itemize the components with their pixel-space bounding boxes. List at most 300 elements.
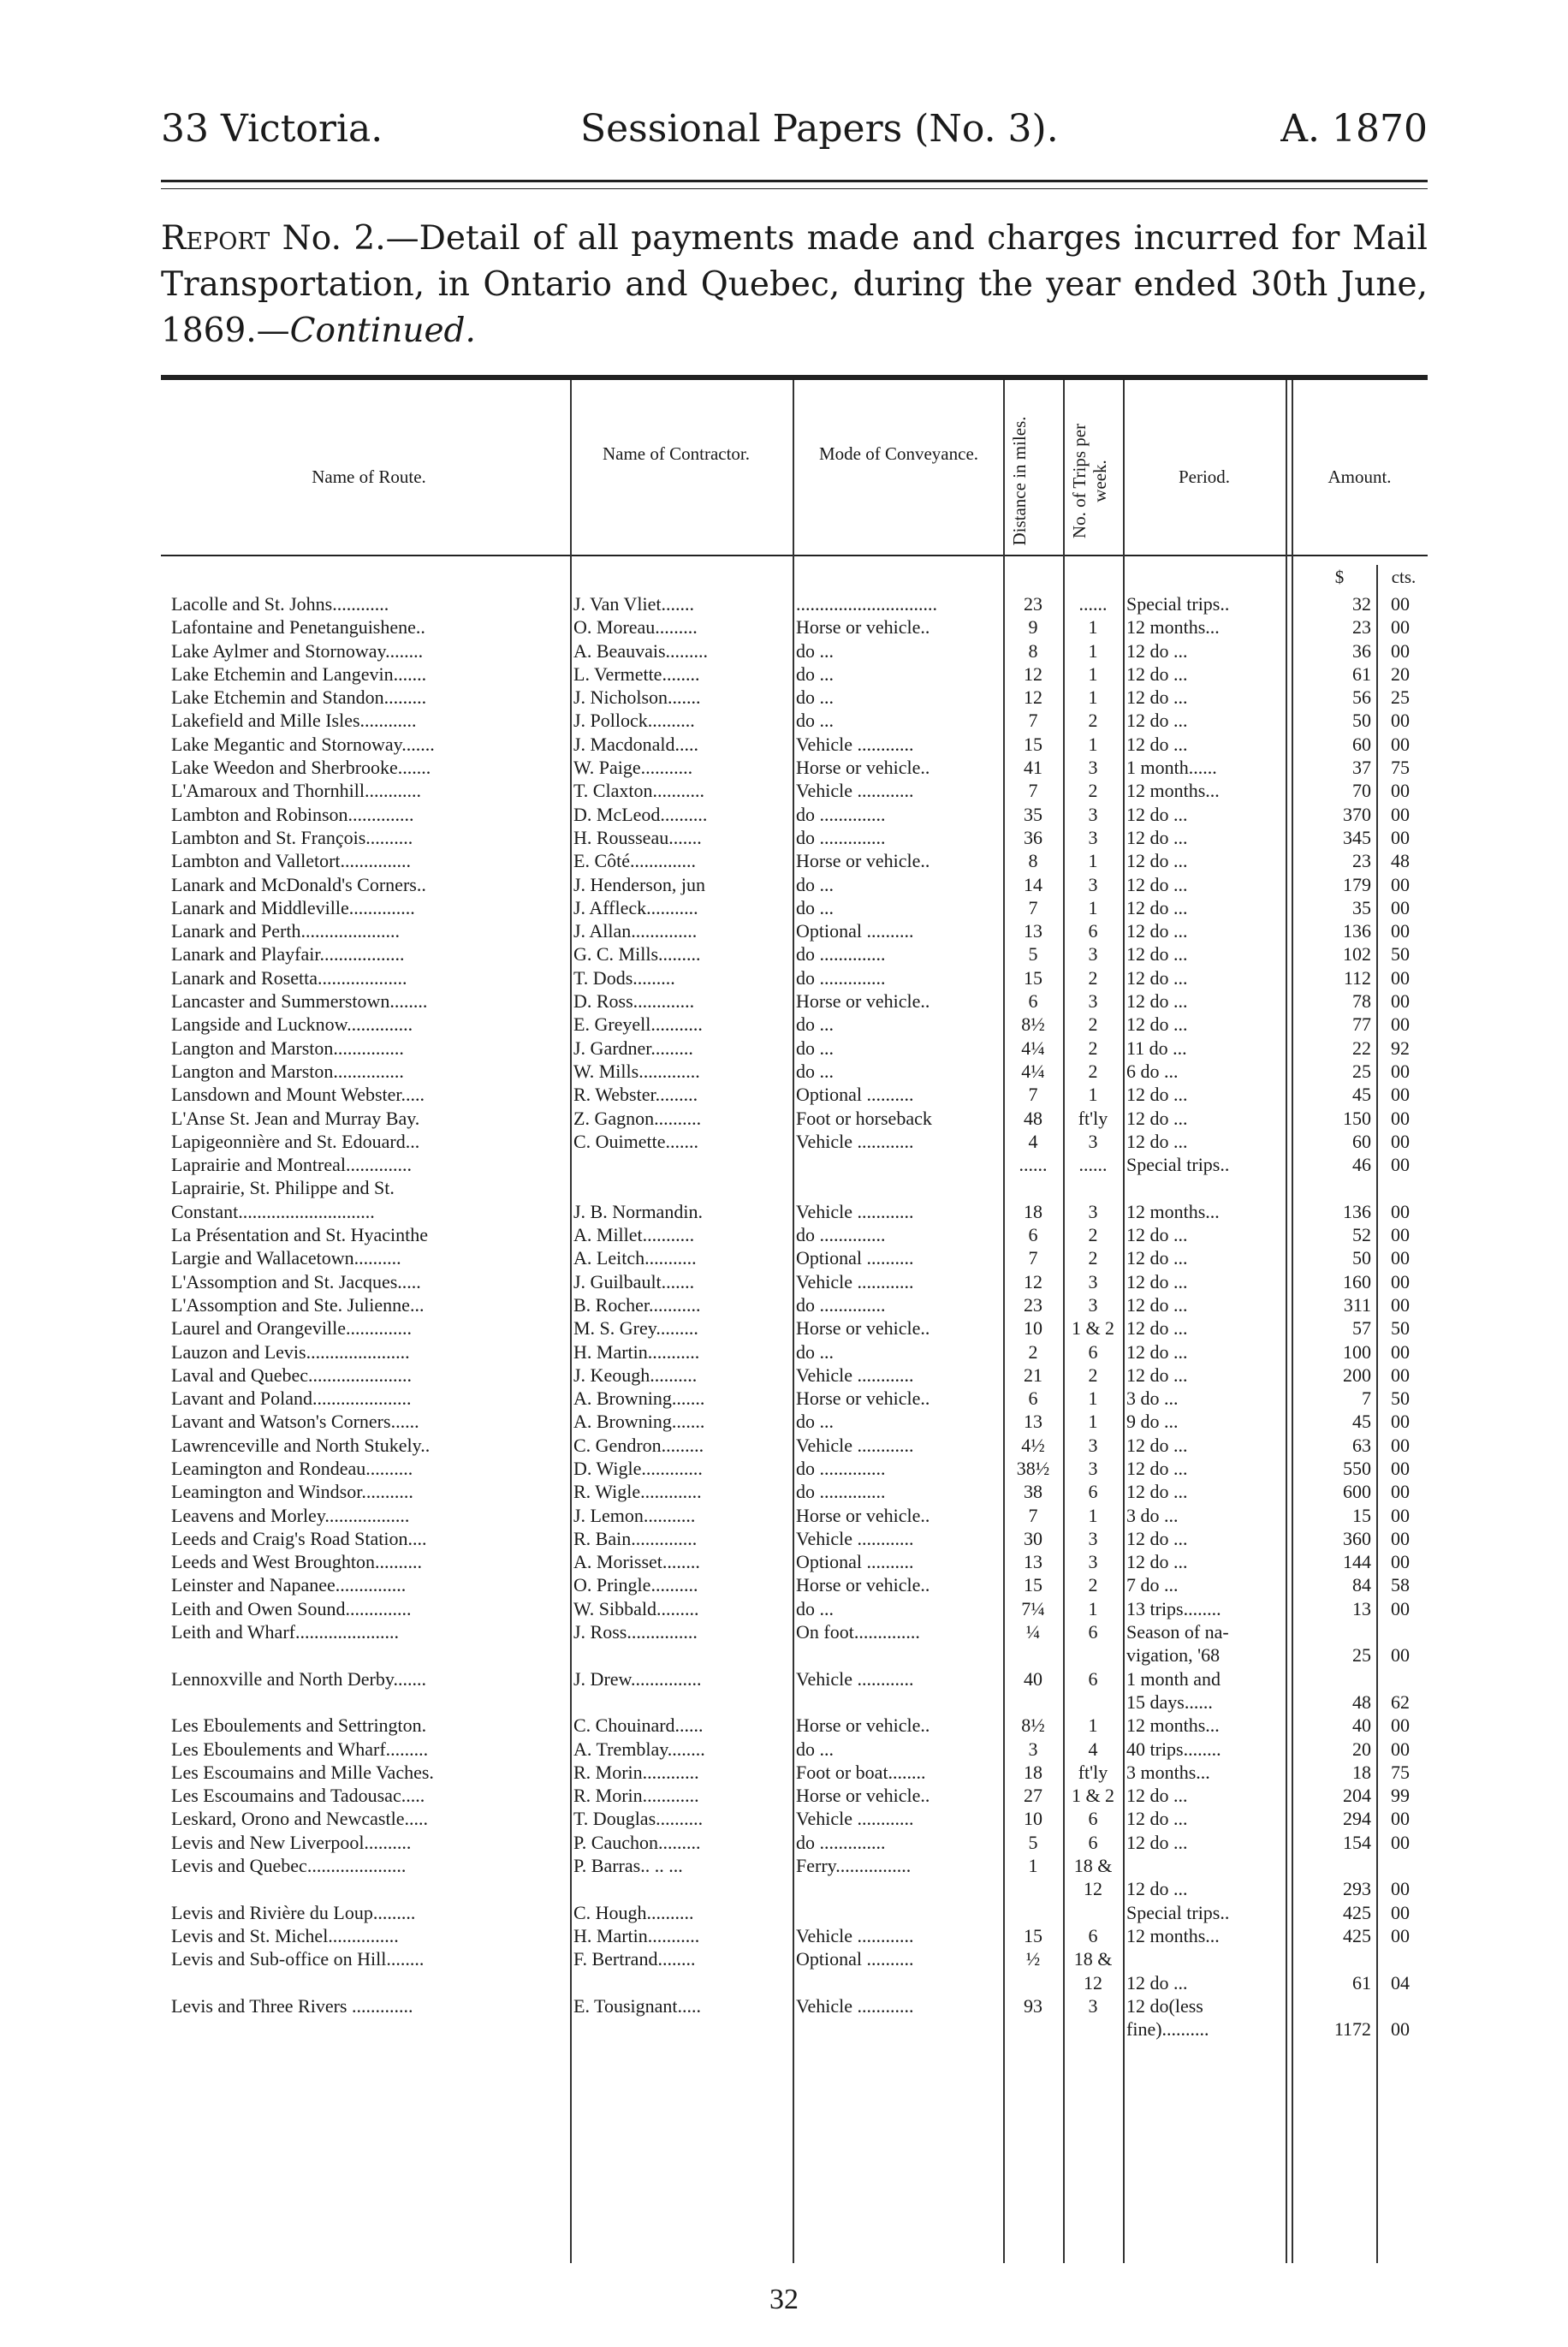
cell-mode xyxy=(793,1971,1003,1994)
cell-dollars: 32 xyxy=(1352,593,1371,615)
cell-cents: 75 xyxy=(1391,1761,1410,1783)
cell-mode: Vehicle ............ xyxy=(796,1924,914,1946)
cell-route: Leskard, Orono and Newcastle..... xyxy=(171,1808,428,1830)
cell-route: Laprairie, St. Philippe and St. xyxy=(171,1177,395,1199)
cell-cents: 00 xyxy=(1391,1738,1410,1760)
cell-distance: 7 xyxy=(1028,1247,1038,1269)
cell-trips: 3 xyxy=(1088,1200,1098,1222)
cell-mode: Optional .......... xyxy=(796,1948,914,1970)
cell-trips: 6 xyxy=(1088,920,1098,942)
cell-mode: do ... xyxy=(796,686,834,709)
cell-contractor: A. Beauvais......... xyxy=(573,639,709,662)
cell-trips: ...... xyxy=(1078,1154,1108,1176)
table-row xyxy=(168,1340,1426,1364)
report-label: Report xyxy=(161,219,270,258)
cell-trips: 1 xyxy=(1088,663,1098,685)
cell-distance xyxy=(1003,1901,1063,1924)
cell-trips: ft'ly xyxy=(1078,1761,1108,1783)
cell-contractor: A. Morisset........ xyxy=(573,1551,700,1573)
cell-contractor: W. Mills............. xyxy=(573,1060,700,1082)
cell-mode: do ... xyxy=(796,1037,834,1059)
cell-period: 12 do ... xyxy=(1126,1247,1188,1269)
cell-dollars: 154 xyxy=(1343,1831,1371,1853)
cell-route: Laurel and Orangeville.............. xyxy=(171,1317,413,1340)
cell-dollars: 61 xyxy=(1352,663,1371,685)
cell-dollars: 37 xyxy=(1352,757,1371,779)
cell-distance: 15 xyxy=(1024,966,1042,989)
cell-route: Lansdown and Mount Webster..... xyxy=(171,1084,425,1106)
cell-trips: 3 xyxy=(1088,1130,1098,1152)
table-row xyxy=(168,1901,1426,1924)
cell-cents: 00 xyxy=(1391,1597,1410,1619)
cell-contractor: J. Nicholson....... xyxy=(573,686,701,709)
cell-route: Lake Megantic and Stornoway....... xyxy=(171,733,435,755)
cell-period: 12 do ... xyxy=(1126,1434,1188,1456)
cell-cents: 00 xyxy=(1391,733,1410,755)
cell-contractor xyxy=(570,1971,793,1994)
cell-dollars: 311 xyxy=(1343,1293,1371,1316)
cell-cents: 00 xyxy=(1391,639,1410,662)
cell-trips: 1 xyxy=(1088,1387,1098,1410)
cell-contractor xyxy=(570,2017,793,2041)
cell-trips: 6 xyxy=(1088,1808,1098,1830)
cell-trips: 1 xyxy=(1088,1411,1098,1433)
cell-distance: 93 xyxy=(1024,1994,1042,2017)
cell-cents xyxy=(1375,1620,1426,1643)
cell-distance: 4 xyxy=(1028,1130,1038,1152)
cell-period: 12 do ... xyxy=(1126,1270,1188,1292)
cell-dollars: 50 xyxy=(1352,1247,1371,1269)
cell-distance: 7 xyxy=(1028,1084,1038,1106)
table-row xyxy=(168,1738,1426,1761)
cell-route: Lawrenceville and North Stukely.. xyxy=(171,1434,431,1456)
cell-contractor: R. Webster......... xyxy=(573,1084,698,1106)
cell-cents xyxy=(1375,1667,1426,1690)
cell-mode: Horse or vehicle.. xyxy=(796,1574,930,1596)
cell-mode: Horse or vehicle.. xyxy=(796,616,930,639)
cell-period: 12 do ... xyxy=(1126,920,1188,942)
cell-contractor xyxy=(570,1690,793,1714)
cell-dollars: 360 xyxy=(1343,1527,1371,1549)
cell-route: Leith and Wharf...................... xyxy=(171,1621,399,1643)
table-row xyxy=(168,779,1426,802)
cell-mode: do ... xyxy=(796,873,834,895)
cell-dollars xyxy=(1286,1667,1375,1690)
report-title xyxy=(161,216,1428,354)
table-row xyxy=(168,1643,1426,1667)
cell-route xyxy=(168,2017,570,2041)
cell-trips: 3 xyxy=(1088,826,1098,848)
cell-cents: 50 xyxy=(1391,1387,1410,1410)
cell-mode: do ... xyxy=(796,896,834,918)
table-row xyxy=(168,1504,1426,1527)
cell-mode: Foot or boat........ xyxy=(796,1761,926,1783)
cell-period: 12 do ... xyxy=(1126,1013,1188,1036)
cell-period: 9 do ... xyxy=(1126,1411,1179,1433)
cell-period: 12 months... xyxy=(1126,1714,1220,1737)
cell-route: Leamington and Rondeau.......... xyxy=(171,1457,413,1479)
cell-mode: do ... xyxy=(796,663,834,685)
cents-unit: cts. xyxy=(1391,567,1417,587)
cell-route: Lafontaine and Penetanguishene.. xyxy=(171,616,425,639)
cell-contractor: T. Dods......... xyxy=(573,966,675,989)
cell-mode: Ferry................ xyxy=(796,1855,912,1877)
cell-dollars: 61 xyxy=(1352,1971,1371,1993)
cell-trips: 1 xyxy=(1088,896,1098,918)
table-row xyxy=(168,1971,1426,1994)
cell-route: Langton and Marston............... xyxy=(171,1037,404,1059)
cell-route xyxy=(168,1877,570,1900)
cell-mode: Vehicle ............ xyxy=(796,1270,914,1292)
cell-contractor: J. B. Normandin. xyxy=(573,1200,703,1222)
cell-period: Special trips.. xyxy=(1126,593,1230,615)
cell-cents: 00 xyxy=(1391,826,1410,848)
cell-cents: 00 xyxy=(1391,1481,1410,1503)
cell-distance: 13 xyxy=(1024,1411,1042,1433)
cell-cents: 00 xyxy=(1391,920,1410,942)
table-row xyxy=(168,2017,1426,2041)
cell-cents: 62 xyxy=(1391,1690,1410,1713)
table-row xyxy=(168,942,1426,966)
cell-trips: 6 xyxy=(1088,1667,1098,1690)
cell-trips: 1 & 2 xyxy=(1071,1785,1115,1807)
cell-period: 12 do ... xyxy=(1126,1808,1188,1830)
cell-dollars: 25 xyxy=(1352,1060,1371,1082)
table-row xyxy=(168,1013,1426,1036)
cell-dollars: 23 xyxy=(1352,616,1371,639)
cell-mode: Horse or vehicle.. xyxy=(796,757,930,779)
cell-contractor: J. Lemon........... xyxy=(573,1504,696,1526)
cell-distance: 2 xyxy=(1028,1340,1038,1363)
cell-cents: 20 xyxy=(1391,663,1410,685)
cell-distance: 38 xyxy=(1024,1481,1042,1503)
cell-dollars: 45 xyxy=(1352,1411,1371,1433)
cell-period: 12 do ... xyxy=(1126,1831,1188,1853)
cell-route: Leavens and Morley.................. xyxy=(171,1504,410,1526)
cell-contractor xyxy=(570,1643,793,1667)
cell-trips: 1 xyxy=(1088,1714,1098,1737)
cell-route: Lanark and Rosetta................... xyxy=(171,966,407,989)
cell-period: 12 months... xyxy=(1126,780,1220,802)
cell-distance xyxy=(1003,1971,1063,1994)
cell-dollars: 204 xyxy=(1343,1785,1371,1807)
cell-dollars: 294 xyxy=(1343,1808,1371,1830)
cell-mode: do ... xyxy=(796,639,834,662)
cell-contractor: A. Browning....... xyxy=(573,1387,705,1410)
cell-period: 12 do ... xyxy=(1126,663,1188,685)
cell-period: 12 do ... xyxy=(1126,1527,1188,1549)
table-row xyxy=(168,1153,1426,1176)
cell-dollars: 200 xyxy=(1343,1364,1371,1386)
cell-period xyxy=(1123,1947,1286,1970)
table-row xyxy=(168,1877,1426,1900)
cell-contractor: E. Côté.............. xyxy=(573,850,696,872)
table-row xyxy=(168,1573,1426,1596)
cell-dollars: 20 xyxy=(1352,1738,1371,1760)
cell-distance: 13 xyxy=(1024,1551,1042,1573)
cell-mode: do .............. xyxy=(796,1293,886,1316)
cell-contractor: C. Ouimette....... xyxy=(573,1130,699,1152)
cell-distance: 15 xyxy=(1024,733,1042,755)
cell-route: Lapigeonnière and St. Edouard... xyxy=(171,1130,420,1152)
cell-contractor xyxy=(570,1176,793,1199)
cell-mode: do .............. xyxy=(796,1481,886,1503)
cell-contractor: J. Guilbault....... xyxy=(573,1270,695,1292)
cell-period: 12 do ... xyxy=(1126,803,1188,825)
cell-distance: 18 xyxy=(1024,1761,1042,1783)
table-row xyxy=(168,1527,1426,1550)
cell-dollars: 36 xyxy=(1352,639,1371,662)
cell-period: 12 do ... xyxy=(1126,896,1188,918)
cell-distance: 4¼ xyxy=(1021,1060,1045,1082)
cell-mode xyxy=(793,1901,1003,1924)
cell-cents: 00 xyxy=(1391,1924,1410,1946)
cell-dollars: 46 xyxy=(1352,1154,1371,1176)
cell-dollars: 25 xyxy=(1352,1644,1371,1667)
cell-trips: 3 xyxy=(1088,1434,1098,1456)
col-head-period: Period. xyxy=(1178,466,1231,487)
cell-period: 12 do ... xyxy=(1126,1878,1188,1900)
cell-cents: 00 xyxy=(1391,1084,1410,1106)
cell-distance: 23 xyxy=(1024,1293,1042,1316)
cell-distance: 10 xyxy=(1024,1317,1042,1340)
cell-period: 12 do ... xyxy=(1126,1785,1188,1807)
cell-trips: 6 xyxy=(1088,1924,1098,1946)
cell-dollars: 425 xyxy=(1343,1924,1371,1946)
cell-distance: 12 xyxy=(1024,1270,1042,1292)
cell-period: 12 do ... xyxy=(1126,990,1188,1013)
cell-contractor: J. Van Vliet....... xyxy=(573,593,694,615)
cell-contractor: H. Rousseau....... xyxy=(573,826,702,848)
cell-cents: 00 xyxy=(1391,1714,1410,1737)
cell-dollars: 100 xyxy=(1343,1340,1371,1363)
cell-mode: Vehicle ............ xyxy=(796,733,914,755)
cell-mode xyxy=(793,1176,1003,1199)
cell-trips xyxy=(1063,1176,1123,1199)
cell-cents: 00 xyxy=(1391,1270,1410,1292)
cell-route: Laprairie and Montreal.............. xyxy=(171,1154,413,1176)
table-row xyxy=(168,1410,1426,1433)
cell-dollars: 35 xyxy=(1352,896,1371,918)
cell-distance xyxy=(1003,1643,1063,1667)
table-row xyxy=(168,639,1426,663)
cell-cents: 00 xyxy=(1391,1878,1410,1900)
cell-period: 12 do ... xyxy=(1126,1971,1188,1993)
col-head-distance: Distance in miles. xyxy=(1009,416,1030,546)
cell-contractor: J. Affleck........... xyxy=(573,896,698,918)
cell-trips xyxy=(1063,2017,1123,2041)
cell-contractor: E. Greyell........... xyxy=(573,1013,703,1036)
col-head-route: Name of Route. xyxy=(312,466,426,487)
cell-trips: 2 xyxy=(1088,1224,1098,1246)
payments-table xyxy=(168,592,1426,2041)
cell-period: 1 month...... xyxy=(1126,757,1217,779)
cell-route: Levis and Rivière du Loup......... xyxy=(171,1901,416,1923)
cell-mode: do ... xyxy=(796,1013,834,1036)
cell-dollars: 136 xyxy=(1343,920,1371,942)
table-row xyxy=(168,615,1426,639)
cell-cents: 50 xyxy=(1391,943,1410,966)
cell-trips: 2 xyxy=(1088,1013,1098,1036)
cell-contractor: C. Chouinard...... xyxy=(573,1714,704,1737)
cell-cents: 00 xyxy=(1391,616,1410,639)
table-row xyxy=(168,1480,1426,1503)
cell-trips: 2 xyxy=(1088,1060,1098,1082)
cell-route: Les Escoumains and Mille Vaches. xyxy=(171,1761,434,1783)
table-row xyxy=(168,1854,1426,1877)
cell-distance: ½ xyxy=(1025,1948,1041,1970)
cell-trips: 18 & xyxy=(1073,1948,1113,1970)
cell-cents: 00 xyxy=(1391,966,1410,989)
cell-dollars: 18 xyxy=(1352,1761,1371,1783)
cell-period: 6 do ... xyxy=(1126,1060,1179,1082)
cell-trips: 4 xyxy=(1088,1738,1098,1760)
cell-period: 3 do ... xyxy=(1126,1387,1179,1410)
cell-dollars: 600 xyxy=(1343,1481,1371,1503)
cell-route xyxy=(168,1690,570,1714)
table-row xyxy=(168,1714,1426,1737)
table-row xyxy=(168,1831,1426,1854)
table-row xyxy=(168,826,1426,849)
cell-route: Lakefield and Mille Isles............ xyxy=(171,710,417,732)
cell-dollars: 63 xyxy=(1352,1434,1371,1456)
cell-cents: 00 xyxy=(1391,873,1410,895)
cell-cents: 00 xyxy=(1391,1901,1410,1923)
cell-period: 1 month and xyxy=(1126,1667,1221,1690)
cell-contractor: A. Tremblay........ xyxy=(573,1738,705,1760)
cell-dollars: 60 xyxy=(1352,1130,1371,1152)
cell-route: Lanark and Middleville.............. xyxy=(171,896,415,918)
table-row xyxy=(168,733,1426,756)
table-row xyxy=(168,756,1426,779)
cell-cents: 00 xyxy=(1391,780,1410,802)
cell-cents: 00 xyxy=(1391,1411,1410,1433)
cell-trips: 1 xyxy=(1088,686,1098,709)
cell-period: 12 do ... xyxy=(1126,1130,1188,1152)
cell-dollars xyxy=(1286,1994,1375,2017)
cell-dollars: 45 xyxy=(1352,1084,1371,1106)
cell-route: Leeds and West Broughton.......... xyxy=(171,1551,422,1573)
cell-distance: 48 xyxy=(1024,1107,1042,1129)
cell-mode: Horse or vehicle.. xyxy=(796,850,930,872)
table-row xyxy=(168,989,1426,1013)
cell-period: Special trips.. xyxy=(1126,1154,1230,1176)
table-row xyxy=(168,1200,1426,1223)
cell-contractor: J. Allan.............. xyxy=(573,920,698,942)
cell-mode: Optional .......... xyxy=(796,1247,914,1269)
cell-route: Levis and Sub-office on Hill........ xyxy=(171,1948,425,1970)
cell-trips: 2 xyxy=(1088,710,1098,732)
cell-distance: 8 xyxy=(1028,639,1038,662)
table-row xyxy=(168,1784,1426,1807)
cell-dollars xyxy=(1286,1620,1375,1643)
cell-mode: Vehicle ............ xyxy=(796,1364,914,1386)
header-session: 33 Victoria. xyxy=(161,107,383,151)
cell-period: vigation, '68 xyxy=(1126,1644,1221,1667)
cell-route: Levis and New Liverpool.......... xyxy=(171,1831,412,1853)
cell-distance: 14 xyxy=(1024,873,1042,895)
cell-distance: 3 xyxy=(1028,1738,1038,1760)
col-head-contractor: Name of Contractor. xyxy=(602,443,751,464)
cell-trips: 1 xyxy=(1088,639,1098,662)
cell-trips xyxy=(1063,1643,1123,1667)
cell-cents: 00 xyxy=(1391,1200,1410,1222)
cell-distance: 8½ xyxy=(1021,1714,1045,1737)
cell-period: 12 do ... xyxy=(1126,1224,1188,1246)
cell-cents: 00 xyxy=(1391,1130,1410,1152)
cell-distance: ...... xyxy=(1019,1154,1048,1176)
cell-mode: Optional .......... xyxy=(796,1551,914,1573)
cell-distance: 7 xyxy=(1028,896,1038,918)
cell-distance: 12 xyxy=(1024,686,1042,709)
cell-period: 12 do ... xyxy=(1126,1340,1188,1363)
cell-route: Lambton and St. François.......... xyxy=(171,826,413,848)
cell-dollars: 23 xyxy=(1352,850,1371,872)
cell-trips xyxy=(1063,1690,1123,1714)
cell-mode: do ... xyxy=(796,1597,834,1619)
cell-mode: Vehicle ............ xyxy=(796,1667,914,1690)
cell-dollars: 60 xyxy=(1352,733,1371,755)
cell-dollars: 293 xyxy=(1343,1878,1371,1900)
cell-cents xyxy=(1375,1854,1426,1877)
cell-distance: 30 xyxy=(1024,1527,1042,1549)
cell-distance: 6 xyxy=(1028,1387,1038,1410)
cell-dollars: 40 xyxy=(1352,1714,1371,1737)
cell-mode: do .............. xyxy=(796,1457,886,1479)
cell-dollars: 345 xyxy=(1343,826,1371,848)
table-row xyxy=(168,1434,1426,1457)
table-row xyxy=(168,1083,1426,1106)
cell-dollars: 7 xyxy=(1362,1387,1371,1410)
cell-mode: Horse or vehicle.. xyxy=(796,1317,930,1340)
cell-cents: 00 xyxy=(1391,1013,1410,1036)
cell-trips: 3 xyxy=(1088,1551,1098,1573)
cell-cents: 00 xyxy=(1391,1808,1410,1830)
cell-distance: 40 xyxy=(1024,1667,1042,1690)
cell-period: 13 trips........ xyxy=(1126,1597,1221,1619)
cell-dollars: 1172 xyxy=(1333,2018,1371,2041)
cell-mode: do ... xyxy=(796,710,834,732)
cell-trips: 18 & xyxy=(1073,1855,1113,1877)
cell-trips: ft'ly xyxy=(1078,1107,1108,1129)
cell-period: 12 months... xyxy=(1126,616,1220,639)
cell-mode: Vehicle ............ xyxy=(796,1808,914,1830)
table-row xyxy=(168,1667,1426,1690)
table-row xyxy=(168,873,1426,896)
cell-cents xyxy=(1375,1176,1426,1199)
cell-period: 7 do ... xyxy=(1126,1574,1179,1596)
cell-distance: 27 xyxy=(1024,1785,1042,1807)
table-row xyxy=(168,1550,1426,1573)
cell-period: 12 do ... xyxy=(1126,1364,1188,1386)
cell-mode: do .............. xyxy=(796,943,886,966)
cell-distance xyxy=(1003,2017,1063,2041)
cell-trips: 1 xyxy=(1088,733,1098,755)
cell-distance xyxy=(1003,1877,1063,1900)
cell-period: 12 do ... xyxy=(1126,1293,1188,1316)
cell-contractor: C. Hough.......... xyxy=(573,1901,694,1923)
cell-trips: 3 xyxy=(1088,1293,1098,1316)
cell-period: 12 do ... xyxy=(1126,1317,1188,1340)
cell-contractor: E. Tousignant..... xyxy=(573,1994,701,2017)
cell-route: Lacolle and St. Johns............ xyxy=(171,593,389,615)
cell-distance: 41 xyxy=(1024,757,1042,779)
cell-contractor: B. Rocher........... xyxy=(573,1293,701,1316)
cell-cents: 00 xyxy=(1391,1831,1410,1853)
cell-period xyxy=(1123,1854,1286,1877)
cell-period: 12 do ... xyxy=(1126,850,1188,872)
cell-period xyxy=(1123,1176,1286,1199)
